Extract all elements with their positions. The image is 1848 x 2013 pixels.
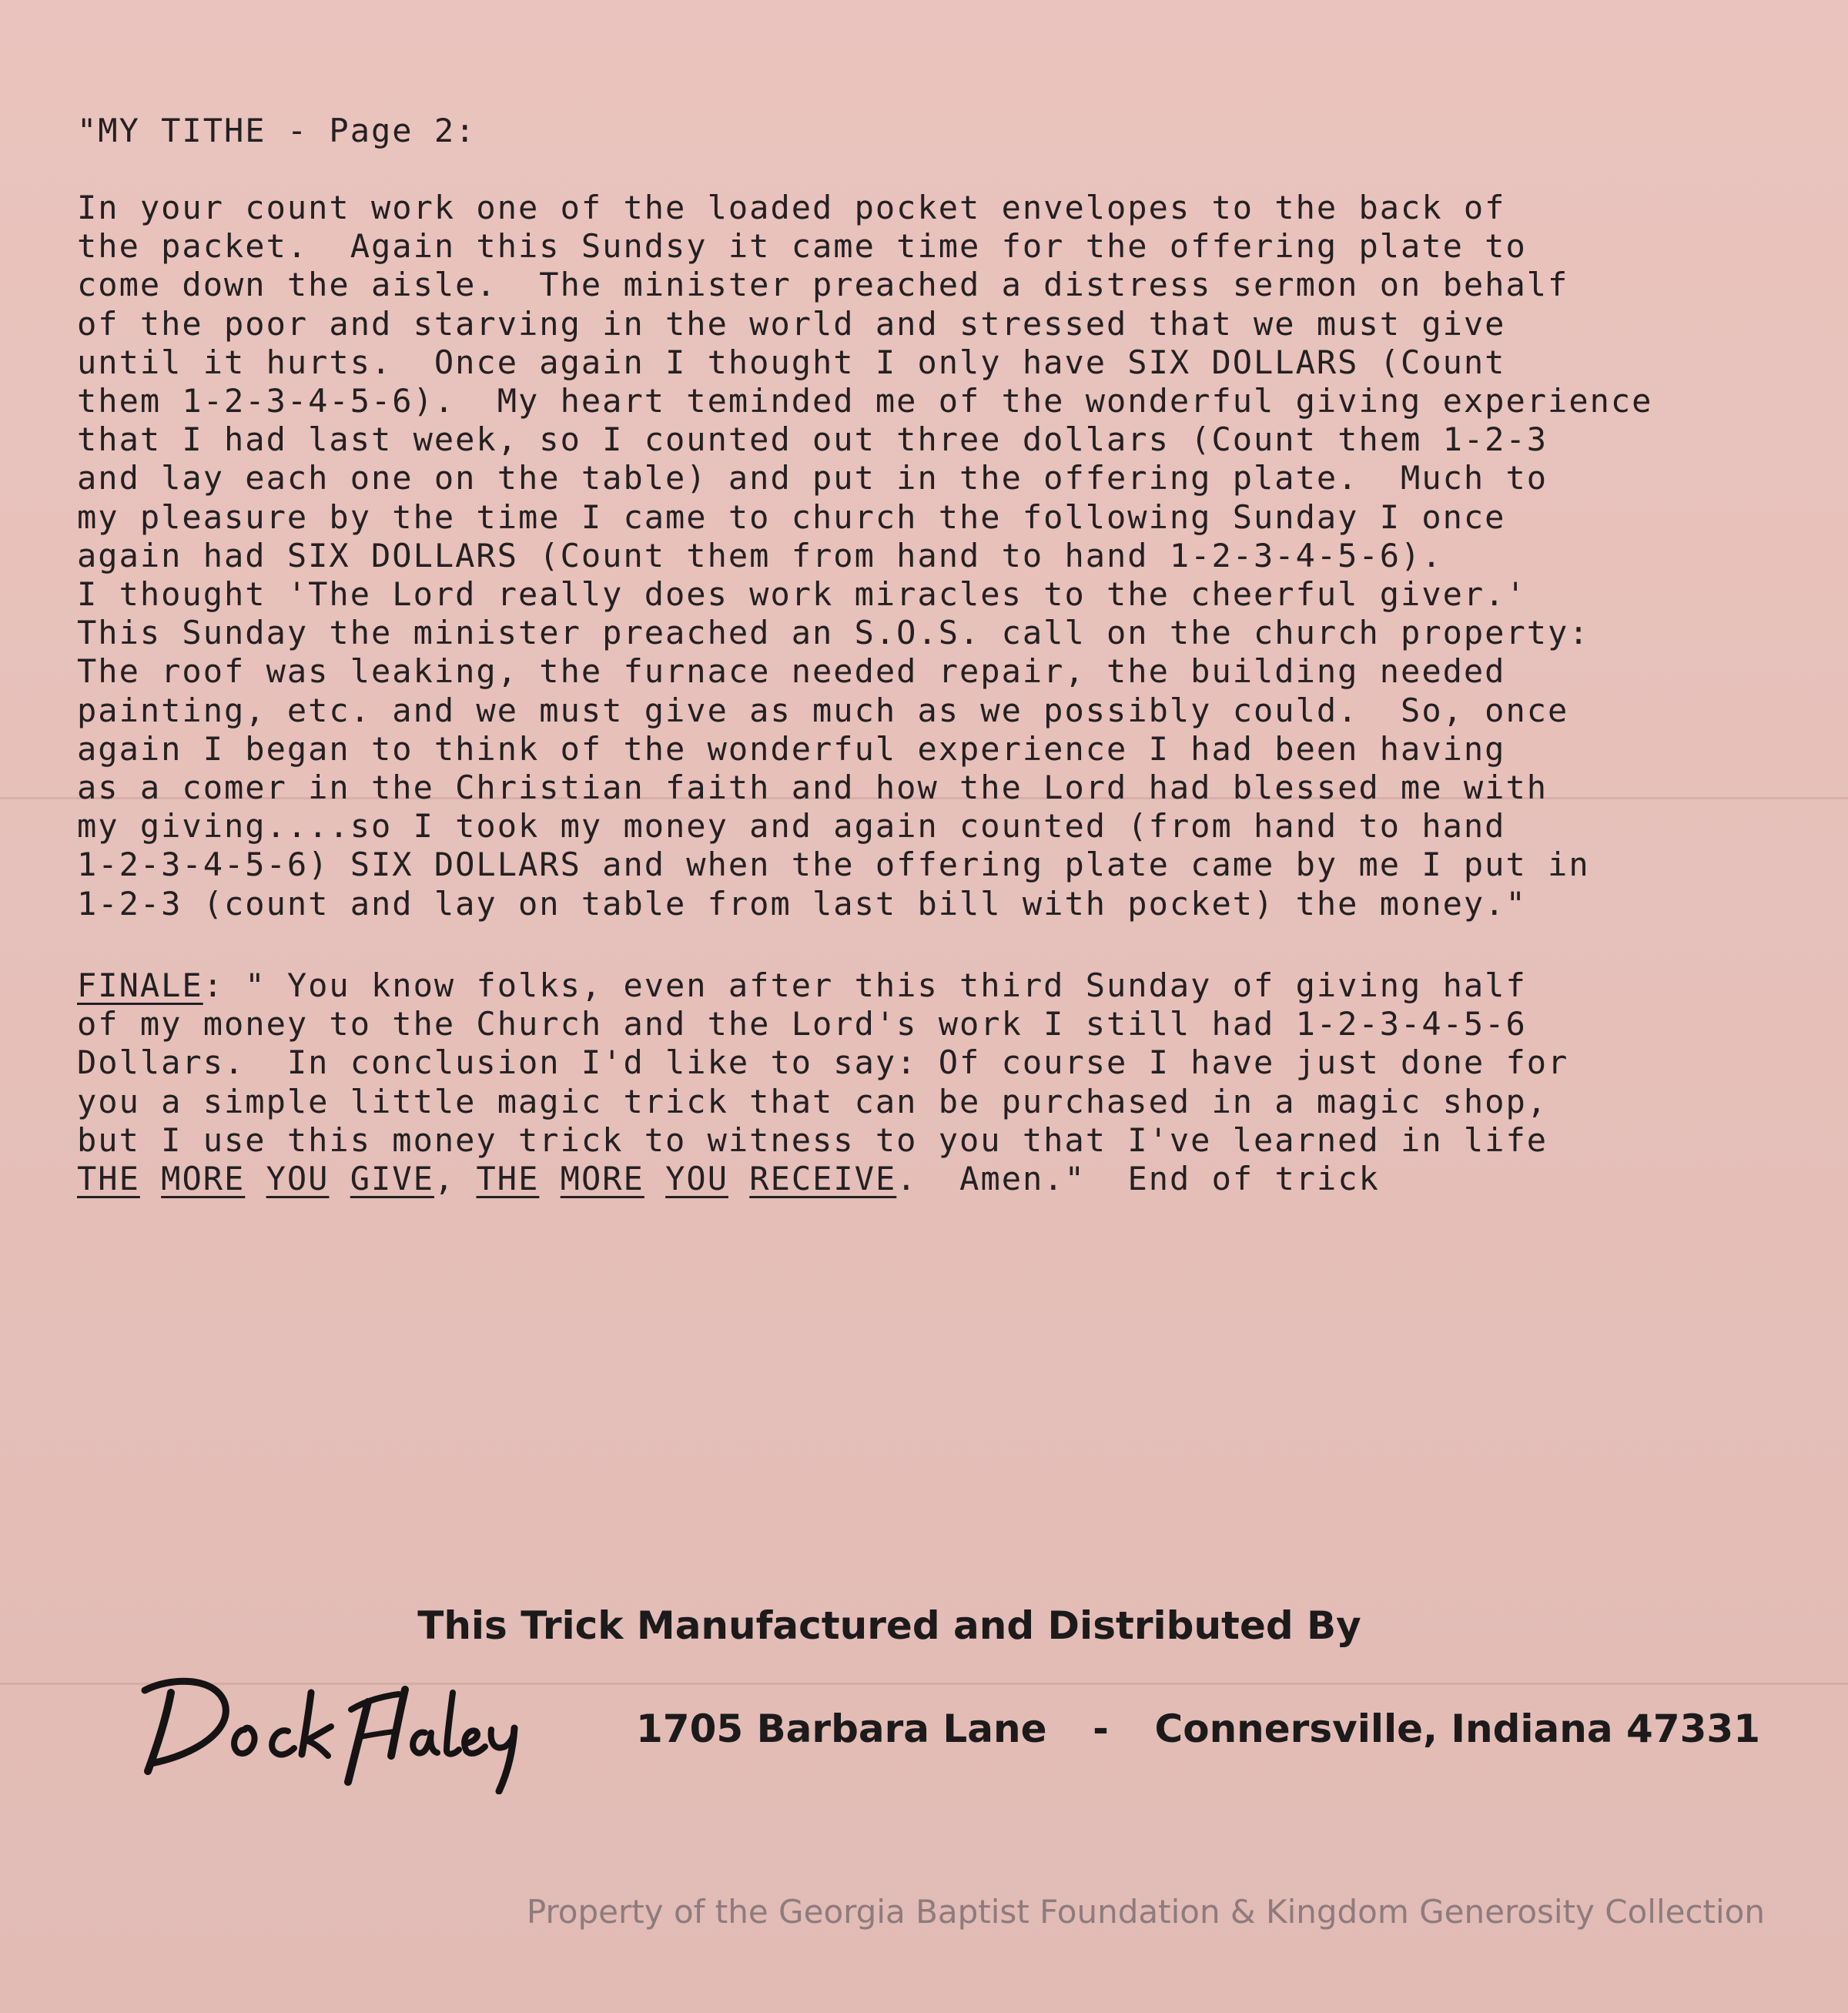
body-line: again I began to think of the wonderful experience I had been having [77, 729, 1506, 768]
finale-first-line [77, 966, 1568, 1005]
body-line: until it hurts. Once again I thought I only have SIX DOLLARS (Count [77, 343, 1506, 381]
body-line: The roof was leaking, the furnace needed repair, the building needed [77, 652, 1506, 691]
body-line: that I had last week, so I counted out three dollars (Count them 1-2-3 [77, 420, 1548, 459]
manufacturer-address [636, 1707, 1760, 1751]
emphasis-word: YOU [266, 1160, 330, 1198]
body-line: as a comer in the Christian faith and how the Lord had blessed me with [77, 769, 1548, 807]
address-city: Connersville, Indiana 47331 [1154, 1707, 1760, 1751]
finale-line: of my money to the Church and the Lord's work I still had 1-2-3-4-5-6 [77, 1005, 1527, 1043]
body-paragraph [77, 189, 1652, 923]
emphasis-word: YOU [665, 1160, 728, 1198]
finale-paragraph [77, 966, 1568, 1198]
body-line: my pleasure by the time I came to church the following Sunday I once [77, 497, 1506, 536]
body-line: of the poor and starving in the world and stressed that we must give [77, 304, 1506, 343]
body-line: 1-2-3 (count and lay on table from last bill with pocket) the money." [77, 884, 1527, 923]
finale-line: Dollars. In conclusion I'd like to say: Of course I have just done for [77, 1043, 1569, 1082]
closing-tail: Amen." End of trick [917, 1160, 1380, 1198]
body-line: again had SIX DOLLARS (Count them from hand to hand 1-2-3-4-5-6). [77, 536, 1443, 574]
finale-closing-line [77, 1160, 1568, 1198]
dock-haley-signature [123, 1656, 554, 1794]
finale-label: FINALE [77, 966, 203, 1004]
body-line: This Sunday the minister preached an S.O.S. call on the church property: [77, 614, 1590, 652]
body-line: and lay each one on the table) and put in the offering plate. Much to [77, 459, 1548, 497]
collection-watermark: Property of the Georgia Baptist Foundation & Kingdom Generosity Collection [526, 1893, 1765, 1931]
emphasis-word: MORE [161, 1160, 246, 1198]
manufacturer-heading: This Trick Manufactured and Distributed By [417, 1603, 1361, 1648]
emphasis-period: . [896, 1160, 918, 1198]
body-line: 1-2-3-4-5-6) SIX DOLLARS and when the offering plate came by me I put in [77, 846, 1590, 884]
document-heading: "MY TITHE - Page 2: [77, 112, 477, 149]
finale-line: but I use this money trick to witness to you that I've learned in life [77, 1120, 1548, 1159]
emphasis-word: GIVE [350, 1160, 434, 1198]
body-line: painting, etc. and we must give as much as we possibly could. So, once [77, 691, 1569, 729]
emphasis-comma: , [434, 1160, 456, 1198]
emphasis-word: THE [476, 1160, 540, 1198]
address-street: 1705 Barbara Lane [636, 1707, 1047, 1751]
emphasis-word: MORE [560, 1160, 644, 1198]
finale-line: you a simple little magic trick that can be purchased in a magic shop, [77, 1082, 1548, 1120]
body-line: I thought 'The Lord really does work miracles to the cheerful giver.' [77, 575, 1527, 614]
body-line: the packet. Again this Sundsy it came time for the offering plate to [77, 227, 1527, 266]
body-line: them 1-2-3-4-5-6). My heart teminded me of the wonderful giving experience [77, 382, 1653, 420]
finale-first-line-text: : " You know folks, even after this third Sunday of giving half [203, 966, 1527, 1004]
body-line: my giving....so I took my money and again counted (from hand to hand [77, 807, 1506, 846]
emphasis-word: THE [77, 1160, 140, 1198]
address-separator: - [1093, 1707, 1109, 1751]
body-line: In your count work one of the loaded pocket envelopes to the back of [77, 189, 1506, 226]
body-line: come down the aisle. The minister preached a distress sermon on behalf [77, 266, 1569, 304]
emphasis-word: RECEIVE [749, 1160, 897, 1198]
